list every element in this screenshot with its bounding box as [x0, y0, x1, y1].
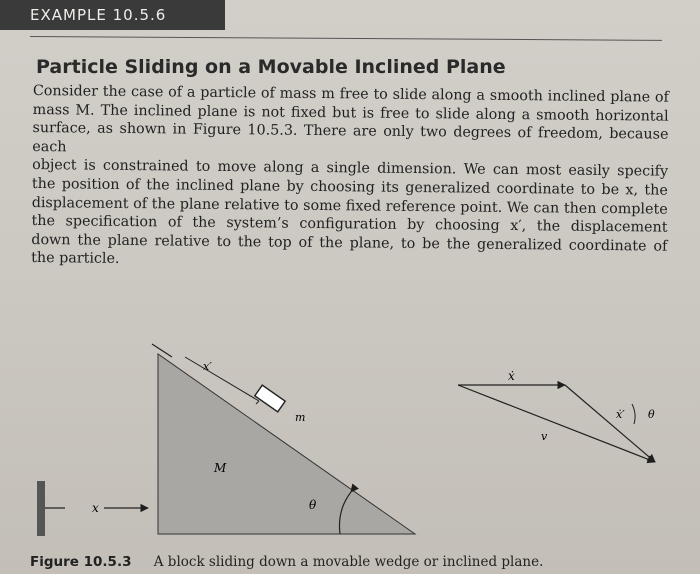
header-rule	[30, 36, 662, 41]
paragraph-line: displacement of the plane relative to some fixed reference point. We can then complete	[31, 194, 668, 218]
label-v: v	[541, 430, 548, 443]
caption-label: Figure 10.5.3	[30, 554, 132, 570]
label-x: x	[92, 501, 99, 515]
paragraph-line: object is constrained to move along a single dimension. We can most easily specify	[32, 157, 669, 181]
theta-right-arc	[632, 404, 635, 424]
section-title: Particle Sliding on a Movable Inclined Plane	[36, 56, 506, 78]
label-theta-right: θ	[648, 408, 655, 421]
paragraph-line: surface, as shown in Figure 10.5.3. There are only two degrees of freedom, because each	[32, 120, 669, 156]
v-arrow	[458, 385, 655, 462]
paragraph-line: down the plane relative to the top of the plane, to be the generalized coordinate of	[31, 231, 668, 255]
figure-caption	[30, 554, 543, 570]
label-x-prime: x′	[203, 360, 212, 373]
paragraph-line: the position of the inclined plane by choosing its generalized coordinate to be x, the	[31, 175, 668, 199]
example-header	[0, 0, 225, 30]
example-label: EXAMPLE 10.5.6	[30, 6, 167, 24]
x-prime-tick	[256, 401, 259, 404]
block-m	[255, 385, 285, 412]
wall	[37, 481, 45, 536]
paragraph-line: mass M. The inclined plane is not fixed but is free to slide along a smooth horizontal	[32, 101, 669, 125]
label-x-dot: ẋ	[508, 369, 515, 383]
label-theta: θ	[309, 498, 317, 512]
wedge	[158, 354, 415, 534]
paragraph-line: Consider the case of a particle of mass m free to slide along a smooth inclined plane of	[32, 82, 669, 106]
label-m: m	[295, 411, 306, 424]
x-prime-dot-arrow	[565, 385, 655, 462]
paragraph-line: the specification of the system’s configuration by choosing x′, the displacement	[31, 213, 668, 236]
label-x-prime-dot: ẋ′	[616, 408, 625, 421]
caption-text: A block sliding down a movable wedge or inclined plane.	[153, 554, 544, 570]
label-M: M	[214, 461, 227, 475]
body-paragraph	[31, 82, 669, 275]
paragraph-line: the particle.	[31, 250, 120, 268]
x-prime-ref	[152, 344, 172, 357]
wedge-figure	[0, 320, 700, 554]
